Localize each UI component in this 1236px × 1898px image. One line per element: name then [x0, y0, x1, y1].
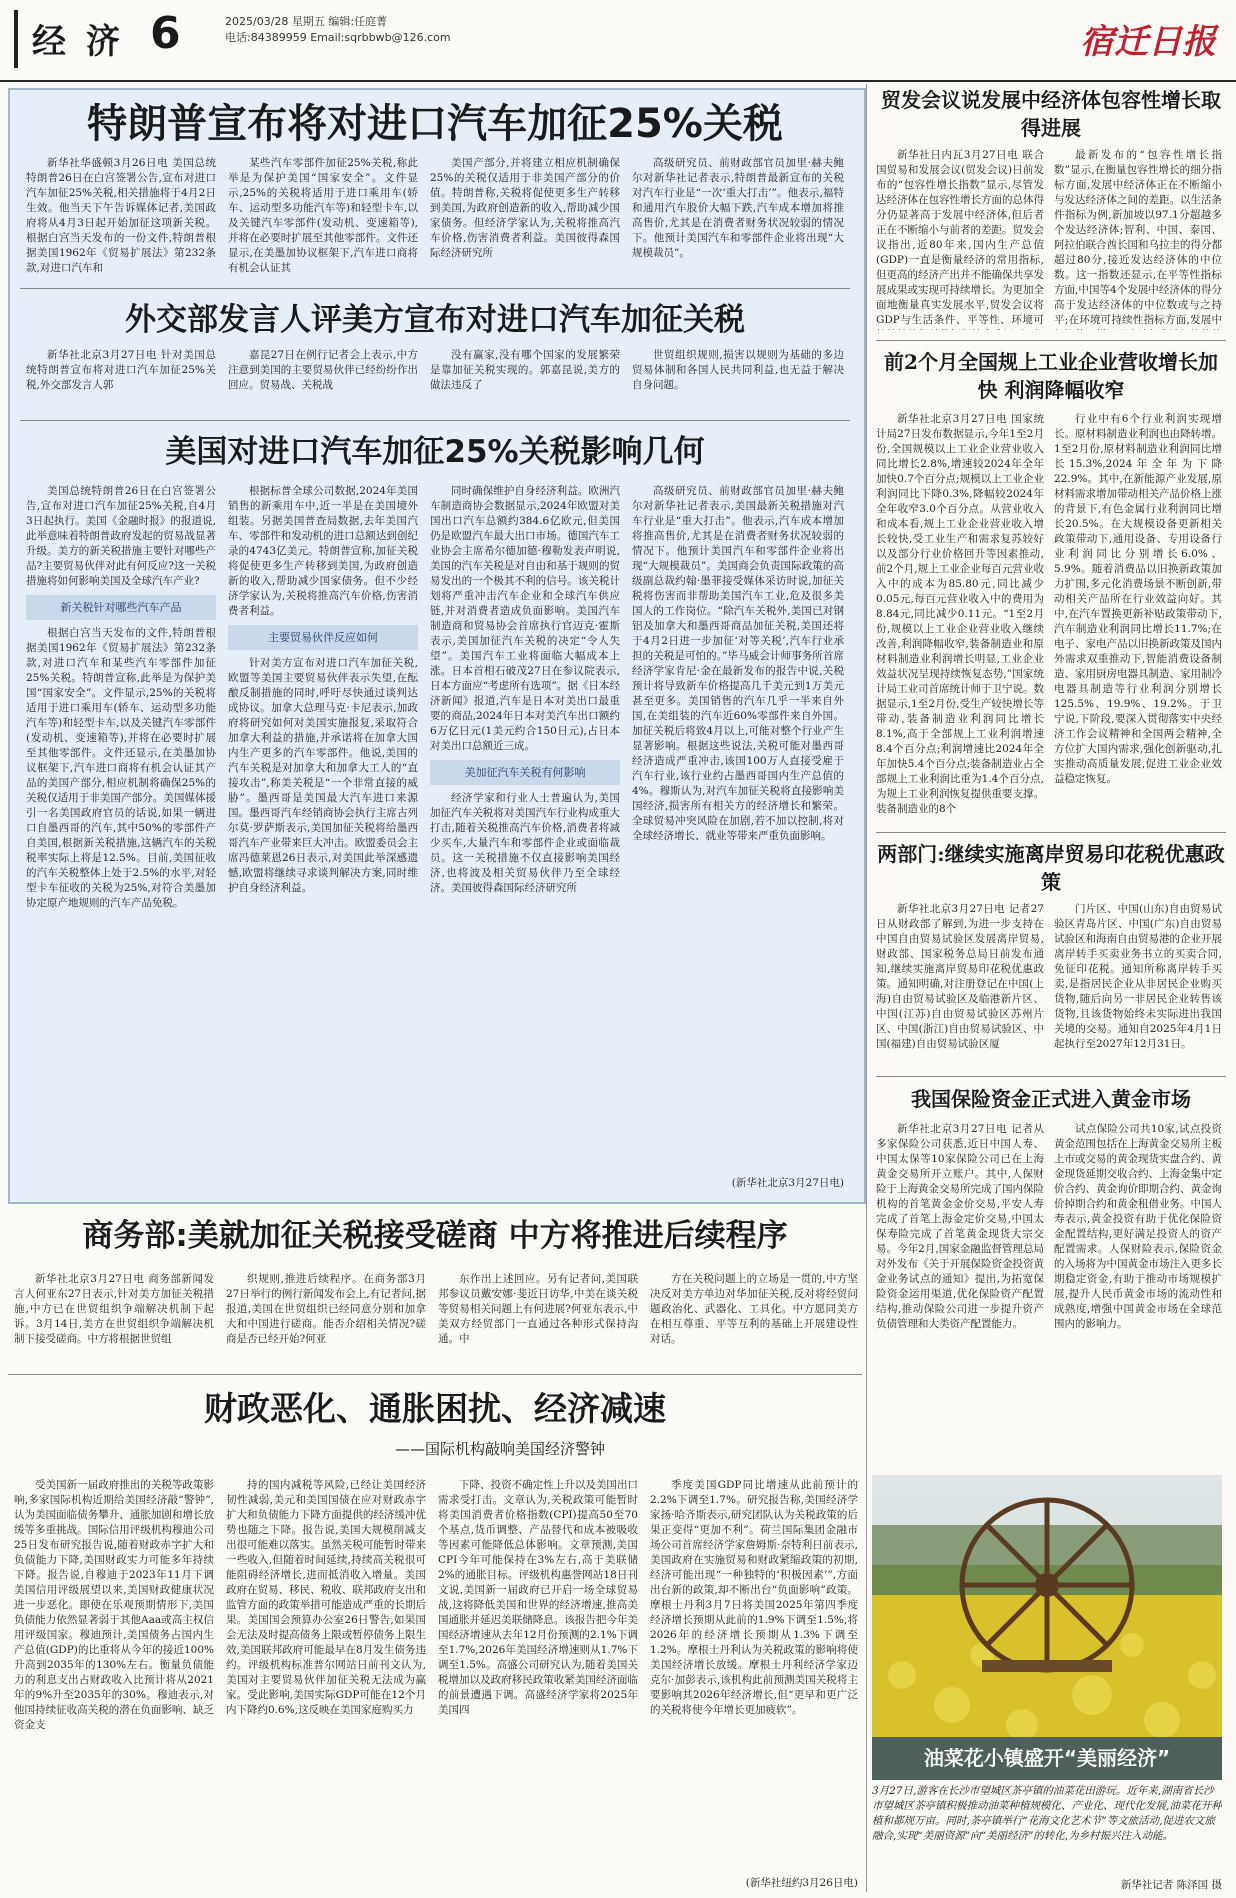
paragraph: 门片区、中国(山东)自由贸易试验区青岛片区、中国(广东)自由贸易试验区和海南自由贸易港的企业开展离岸转手买卖业务书立的买卖合同,免征印花税。通知所称离岸转手买卖,是指居民企业从非居民企业购买货物,随后向另一非居民企业转售该货物,且该货物始终未实际进出我国关境的交易。通知自2025年4月1日起执行至2027年12月31日。 — [1054, 903, 1222, 1050]
section-name: 经 济 — [32, 22, 124, 62]
article-text — [226, 1478, 426, 1890]
article-title: 特朗普宣布将对进口汽车加征25%关税 — [87, 101, 783, 147]
article-text — [228, 484, 418, 1190]
newspaper-logo: 宿迁日报 — [1080, 22, 1216, 62]
paragraph: 新华社北京3月27日电 商务部新闻发言人何亚东27日表示,针对美方加征关税措施,中方已在世贸组织争端解决机制下起诉。3月14日,美方在世贸组织争端解决机制下接受磋商。中方将根据世贸组 — [14, 1273, 214, 1345]
photo-title: 油菜花小镇盛开“美丽经济” — [923, 1746, 1171, 1770]
paragraph: 季度美国GDP同比增速从此前预计的2.2%下调至1.7%。研究报告称,美国经济学家扬·哈齐斯表示,研究团队认为关税政策的后果正变得“更加不利”。荷兰国际集团金融市场公司首席经济学家詹姆斯·奈特利日前表示,美国政府在实施贸易和财政紧缩政策的初期,经济可能出现“一种独特的‘积极因素’”,方面出台新的政策,却不断出台“负面影响”政策。摩根士丹利3月7日将美国2025年第四季度经济增长预期从此前的1.9%下调至1.5%,将2026年的经济增长预期从1.3%下调至1.2%。摩根士丹利认为关税政策的影响将使美国经济增长放缓。摩根士丹利经济学家迈克尔·加彭表示,该机构此前预测美国关税将主要影响其2026年经济增长,但“更早和更广泛的关税将使今年增长更加疲软”。 — [650, 1479, 858, 1716]
paragraph: 经济学家和行业人士普遍认为,美国加征汽车关税将对美国汽车行业构成重大打击,随着关税推高汽车价格,消费者将减少买车,大量汽车和零部件企业或面临裁员。这一关税措施不仅直接影响美国经济,也将波及相关贸易伙伴乃至全球经济。美国彼得森国际经济研究所 — [430, 792, 620, 894]
article-text — [226, 1272, 426, 1364]
paragraph: 织规则,推进后续程序。在商务部3月27日举行的例行新闻发布会上,有记者问,据报道,美国在世贸组织已经同意分别和加拿大和中国进行磋商。能否介绍相关情况?磋商是否已经开始?何亚 — [226, 1273, 426, 1345]
paragraph: 新华社北京3月27日电 记者从多家保险公司获悉,近日中国人寿、中国太保等10家保险公司已在上海黄金交易所开立账户。其中,人保财险于上海黄金交易所完成了国内保险机构的首笔黄金金价交易,平安人寿完成了首笔上海金定价交易,中国太保寿险完成了首笔黄金现货大宗交易。今年2月,国家金融监督管理总局对外发布《关于开展保险资金投资黄金业务试点的通知》提出,为拓宽保险资金运用渠道,优化保险资产配置结构,推动保险公司进一步提升资产负债管理和大类资产配置能力。 — [876, 1123, 1044, 1330]
rapeseed-photo — [872, 1475, 1222, 1780]
divider — [876, 1076, 1226, 1077]
article-text — [26, 156, 216, 278]
divider — [8, 1374, 862, 1375]
subheading: 新关税针对哪些汽车产品 — [26, 595, 216, 620]
divider — [876, 832, 1226, 833]
paragraph: 新华社日内瓦3月27日电 联合国贸易和发展会议(贸发会议)日前发布的“包容性增长指数”显示,尽管发达经济体在包容性增长方面的总体得分仍显著高于发展中经济体,但后者正在不断缩小与前者的差距。贸发会议指出,近80年来,国内生产总值(GDP)一直是衡量经济的常用指标,但更高的经济产出并不能确保共享发展成果或实现可持续增长。为更加全面地衡量真实发展水平,贸发会议将GDP与生活条件、平等性、环境可 — [876, 149, 1044, 326]
article-text — [632, 156, 844, 278]
article-text — [876, 1122, 1044, 1460]
paragraph: 某些汽车零部件加征25%关税,称此举是为保护美国“国家安全”。文件显示,25%的关税将适用于进口乘用车(轿车、运动型多功能汽车等)和轻型卡车,以及关键汽车零部件(发动机、变速箱等),并将在必要时扩展至其他零部件。文件还显示,在美墨加协议框架下,汽车进口商将有机会认证其 — [228, 157, 418, 274]
article-text — [1054, 1122, 1222, 1460]
article-text — [26, 484, 216, 1190]
paragraph: 试点保险公司共10家,试点投资黄金范围包括在上海黄金交易所主板上市或交易的黄金现货实盘合约、黄金现货延期交收合约、上海金集中定价合约、黄金询价即期合约、黄金询价掉期合约和黄金租借业务。中国人寿表示,黄金投资有助于优化保险资金配置结构,更好满足投资人的资产配置需求。人保财险表示,保险资金的入场将为中国黄金市场注入更多长期稳定资金,有助于推动市场规模扩展,提升人民币黄金市场的流动性和成熟度,增强中国黄金市场在全球范围内的影响力。 — [1054, 1123, 1222, 1330]
article-text — [632, 484, 844, 1174]
header-bar — [14, 10, 18, 68]
subheading: 主要贸易伙伴反应如何 — [228, 625, 418, 650]
header-email: Email:sqrbbwb@126.com — [310, 31, 451, 44]
paragraph: 根据标普全球公司数据,2024年美国销售的新乘用车中,近一半是在美国境外组装。另据美国普查局数据,去年美国汽车、零部件和发动机的进口总额达到创纪录的4743亿美元。特朗普宣称,加征关税将促使更多生产转移到美国,为政府创造新的收入,帮助减少国家债务。但不少经济学家认为,关税将推高汽车价格,伤害消费者利益。 — [228, 485, 418, 617]
paragraph: 美国总统特朗普26日在白宫签署公告,宣布对进口汽车加征25%关税,自4月3日起执行。美国《金融时报》的报道说,此举意味着特朗普政府发起的贸易战显著升级。美方的新关税措施主要针对哪些产品?主要贸易伙伴对此有何反应?这一关税措施将如何影响美国及全球汽车产业? — [26, 485, 216, 587]
article-text — [1054, 412, 1222, 822]
paragraph: 高级研究员、前财政部官员加里·赫夫鲍尔对新华社记者表示,特朗普最新宣布的关税对汽车行业是“一次‘重大打击’”。他表示,福特和通用汽车股价大幅下跌,汽车成本增加将推高售价,尤其是在消费者财务状况较弱的情况下。他预计美国汽车和零部件企业将出现“大规模裁员”。 — [632, 157, 844, 259]
paragraph: 受美国新一届政府推出的关税等政策影响,多家国际机构近期给美国经济敲“警钟”,认为美国面临债务攀升、通胀加剧和增长放缓等多重挑战。国际信用评级机构穆迪公司25日发布研究报告说,随着财政赤字扩大和负债能力下降,美国财政实力可能多年持续下降。报告说,自穆迪于2023年11月下调美国信用评级展望以来,美国财政健康状况进一步恶化。即使在乐观预期情形下,美国负债能力依然显著弱于其他Aaa或高主权信用评级国家。穆迪预计,美国债务占国内生产总值(GDP)的比重将从今年的接近100%升高到2035年的130%左右。衡量负债能力的利息支出占财政收入比预计将从2021年的9%升至2035年的30%。穆迪表示,对他国持续征收高关税的潜在负面影响、缺乏资金支 — [14, 1479, 214, 1731]
article-text — [1054, 902, 1222, 1068]
page-header — [0, 0, 1236, 82]
photo-caption: 3月27日,游客在长沙市望城区茶亭镇的油菜花田游玩。近年来,湖南省长沙市望城区茶亭镇积极推动油菜种植规模化、产业化、现代化发展,油菜花开种植和都规万亩。同时,茶亭镇举行“花海文化艺术节”等文旅活动,促进农文旅融合,实现“美丽资源”向“美丽经济”的转化,为乡村振兴注入动能。 — [872, 1785, 1222, 1842]
paragraph: 根据白宫当天发布的文件,特朗普根据美国1962年《贸易扩展法》第232条款,对进口汽车和某些汽车零部件加征25%关税。特朗普宣称,此举是为保护美国“国家安全”。文件显示,25%的关税将适用于进口乘用车(轿车、运动型多功能汽车等)和轻型卡车,以及关键汽车零部件(发动机、变速箱等),并将在必要时扩展至其他零部件。文件还显示,在美墨加协议框架下,汽车进口商将有机会认证其产品的美国产部分,相应机制将确保25%的关税仅适用于非美国产部分。美国媒体援引一名美国政府官员的话说,如果一辆进口自墨西哥的汽车,其中50%的零部件产自美国,根据新关税措施,这辆汽车的关税税率实际上将是12.5%。目前,美国征收的汽车关税整体上处于2.5%的水平,对轻型卡车征收的关税为25%,对符合美墨加协定原产地规则的汽车产品免税。 — [26, 627, 216, 909]
article-title: 我国保险资金正式进入黄金市场 — [911, 1087, 1191, 1111]
article-text — [228, 348, 418, 410]
article-subtitle: ——国际机构敲响美国经济警钟 — [394, 1440, 605, 1458]
article-text — [438, 1272, 638, 1364]
header-phone: 电话:84389959 — [225, 31, 307, 44]
article-title: 前2个月全国规上工业企业营收增长加快 利润降幅收窄 — [884, 350, 1218, 402]
byline: (新华社北京3月27日电) — [731, 1177, 844, 1189]
article-title: 美国对进口汽车加征25%关税影响几何 — [165, 434, 705, 470]
paragraph: 下降、投资不确定性上升以及美国出口需求受打击。文章认为,关税政策可能暂时将美国消费者价格指数(CPI)提高50至70个基点,货币调整、产品替代和成本被吸收等因素可能降低总体影响。文章预测,美国CPI今年可能保持在3%左右,高于美联储2%的通胀目标。评级机构惠誉网站18日刊文说,美国新一届政府已开启一场全球贸易战,这将降低美国和世界的经济增速,推高美国通胀并延迟美联储降息。该报告把今年美国经济增速从去年12月份预测的2.1%下调至1.7%,2026年美国经济增速则从1.7%下调至1.5%。高盛公司研究认为,随着美国关税增加以及政府移民政策收紧美国经济面临的前景遭遇下调。高盛经济学家将2025年美国四 — [438, 1479, 638, 1716]
article-text — [14, 1272, 214, 1364]
subheading: 美加征汽车关税有何影响 — [430, 760, 620, 785]
paragraph: 持的国内减税等风险,已经让美国经济韧性减弱,美元和美国国债在应对财政赤字扩大和负债能力下降方面提供的经济缓冲优势也随之下降。报告说,美国大规模削减支出很可能难以落实。虽然关税可能暂时带来一些收入,但随着时间延续,持续高关税很可能阻碍经济增长,进而抵消收入增量。美国政府在贸易、移民、税收、联邦政府支出和监管方面的政策举措可能造成严重的长期后果。美国国会预算办公室26日警告,如果国会无法及时提高债务上限或暂停债务上限生效,美国联邦政府可能最早在8月发生债务违约。评级机构标准普尔网站日前刊文认为,美国对主要贸易伙伴加征关税无法成为赢家。受此影响,美国实际GDP可能在12个月内下降约0.6%,这反映在美国家庭购买力 — [226, 1479, 426, 1716]
article-text — [26, 348, 216, 410]
header-date: 2025/03/28 星期五 — [225, 15, 325, 28]
article-title: 两部门:继续实施离岸贸易印花税优惠政策 — [877, 842, 1225, 894]
paragraph: 新华社北京3月27日电 国家统计局27日发布数据显示,今年1至2月份,全国规模以上工业企业营业收入同比增长2.8%,增速较2024年全年加快0.7个百分点;规模以上工业企业利润同比下降0.3%,降幅较2024年全年收窄3.0个百分点。从营业收入和成本看,规上工业企业营业收入增长较快,受工业生产和需求复苏较好以及部分行业价格回升等因素推动,前2个月,规上工业企业每百元营业收入中的成本为85.80元,同比减少0.05元,每百元营业收入中的费用为8.84元,同比减少0.11元。“1至2月份,规模以上工业企业营业收入继续改善,利润降幅收窄,装备制造业和原材料制造业利润增长明显,工业企业效益状况呈现持续恢复态势,”国家统计局工业司首席统计师于卫宁说。数据显示,1至2月份,受生产较快增长等带动,装备制造业利润同比增长8.1%,高于全部规上工业利润增速8.4个百分点;利润增速比2024年全年加快5.4个百分点;装备制造业占全部规上工业利润比重为1.4个百分点,为规上工业利润恢复提供重要支撑。装备制造业的8个 — [876, 413, 1044, 815]
article-title: 财政恶化、通胀困扰、经济减速 — [204, 1389, 666, 1428]
paragraph: 最新发布的“包容性增长指数”显示,在衡量包容性增长的细分指标方面,发展中经济体正在不断缩小与发达经济体之间的差距。以生活条件指标为例,新加坡以97.1分超越多个发达经济体;智利、中国、泰国、阿拉伯联合酋长国和乌拉圭的得分都超过80分,接近发达经济体的中位数。这一指数还显示,在平等性指标方面,中国等4个发展中经济体的得分高于发达经济体的中位数或与之持平;在环境可持续性指标方面,发展中 — [1054, 149, 1222, 326]
article-text — [1054, 148, 1222, 330]
page-number: 6 — [150, 8, 181, 59]
paragraph: 美国产部分,并将建立相应机制确保25%的关税仅适用于非美国产部分的价值。特朗普称,关税将促使更多生产转移到美国,为政府创造新的收入,帮助减少国家债务。但经济学家认为,关税将推高汽车价格,伤害消费者利益。美国彼得森国际经济研究所 — [430, 157, 620, 259]
paragraph: 嘉昆27日在例行记者会上表示,中方注意到美国的主要贸易伙伴已经纷纷作出回应。贸易战、关税战 — [228, 349, 418, 391]
byline: (新华社纽约3月26日电) — [745, 1877, 858, 1889]
article-text — [650, 1272, 858, 1364]
photo-illustration — [872, 1475, 1222, 1780]
article-title: 外交部发言人评美方宣布对进口汽车加征关税 — [125, 302, 745, 338]
column-divider — [866, 84, 867, 1892]
article-text — [430, 156, 620, 278]
divider — [20, 288, 850, 289]
article-text — [438, 1478, 638, 1890]
paragraph: 没有赢家,没有哪个国家的发展繁荣是靠加征关税实现的。郭嘉昆说,美方的做法违反了 — [430, 349, 620, 391]
article-text — [876, 412, 1044, 822]
paragraph: 同时确保维护自身经济利益。欧洲汽车制造商协会数据显示,2024年欧盟对美国出口汽车总额约384.6亿欧元,但美国仍是欧盟汽车最大出口市场。德国汽车工业协会主席希尔德加德·穆勒发表声明说,美国的汽车关税是对自由和基于规则的贸易发出的一个极其不利的信号。该关税计划将严重冲击汽车企业和全球汽车供应链,并对消费者造成负面影响。美国汽车制造商和贸易协会首席执行官迈克·霍斯表示,美国加征汽车关税的决定“令人失望”。美国汽车工业将面临大幅成本上涨。日本首相石破茂27日在参议院表示,日本方面应“考虑所有选项”。据《日本经济新闻》报道,汽车是日本对美出口最重要的商品,2024年日本对美汽车出口额约6万亿日元(1美元约合150日元),占日本对美出口总额近三成。 — [430, 485, 620, 752]
article-text — [632, 348, 844, 410]
article-title: 贸发会议说发展中经济体包容性增长取得进展 — [881, 88, 1221, 140]
article-text — [876, 148, 1044, 330]
divider — [876, 340, 1226, 341]
header-meta — [225, 14, 451, 46]
paragraph: 高级研究员、前财政部官员加里·赫夫鲍尔对新华社记者表示,美国最新关税措施对汽车行业是“重大打击”。他表示,汽车成本增加将推高售价,尤其是在消费者财务状况较弱的情况下。他预计美国汽车和零部件企业将出现“大规模裁员”。美国商会负责国际政策的高级副总裁约翰·墨菲接受媒体采访时说,加征关税将伤害而非帮助美国汽车工业,危及很多美国人的工作岗位。“除汽车关税外,美国已对钢铝及加拿大和墨西哥商品加征关税,美国还将于4月2日进一步加征‘对等关税’,汽车行业承担的关税是可怕的。”毕马威会计师事务所首席经济学家肯尼·金在最新发布的报告中说,关税预计将导致新车价格提高几千美元到1万美元甚至更多。美国销售的汽车几乎一半来自外国,在美组装的汽车近60%零部件来自外国。加征关税后将致4月以上,可能对整个行业产生显著影响。根据这些说法,关税可能对墨西哥经济造成严重冲击,该国100万人直接受雇于汽车行业,该行业约占墨西哥国内生产总值的4%。穆斯认为,对汽车加征关税将直接影响美国经济,损害所有相关方的经济增长和繁荣。全球贸易冲突风险在加剧,若不加以控制,将对全球经济增长、就业等带来严重负面影响。 — [632, 485, 844, 842]
paragraph: 新华社北京3月27日电 针对美国总统特朗普宣布将对进口汽车加征25%关税,外交部发言人郭 — [26, 349, 216, 391]
paragraph: 新华社华盛顿3月26日电 美国总统特朗普26日在白宫签署公告,宣布对进口汽车加征25%关税,相关措施将于4月2日生效。他当天下午告诉媒体记者,美国政府将从4月3日起开始加征这项新关税。根据白宫当天发布的一份文件,特朗普根据美国1962年《贸易扩展法》第232条款,对进口汽车和 — [26, 157, 216, 274]
photo-credit: 新华社记者 陈泽国 摄 — [1120, 1879, 1222, 1891]
paragraph: 世贸组织规则,损害以规则为基础的多边贸易体制和各国人民共同利益,也无益于解决自身问题。 — [632, 349, 844, 391]
paragraph: 方在关税问题上的立场是一贯的,中方坚决反对美方单边对华加征关税,反对将经贸问题政治化、武器化、工具化。中方愿同美方在相互尊重、平等互利的基础上开展建设性对话。 — [650, 1273, 858, 1345]
article-text — [14, 1478, 214, 1890]
article-text — [430, 348, 620, 410]
paragraph: 行业中有6个行业利润实现增长。原材料制造业利润也由降转增。1至2月份,原材料制造业利润同比增长15.3%,2024年全年为下降22.9%。其中,在新能源产业发展,原材料需求增加带动相关产品价格上涨的背景下,有色金属行业利润同比增长20.5%。在大规模设备更新相关政策带动下,通用设备、专用设备行业利润同比分别增长6.0%、5.9%。随着消费品以旧换新政策加力扩围,多元化消费场景不断创新,带动相关产品所在行业效益向好。其中,在汽车置换更新补贴政策带动下,汽车制造业利润同比增长11.7%;在电子、家电产品以旧换新政策及国内外需求双重推动下,智能消费设备制造、家用厨房电器具制造、家用制冷电器具制造等行业利润分别增长125.5%、19.9%、19.2%。于卫宁说,下阶段,要深入贯彻落实中央经济工作会议精神和全国两会精神,全方位扩大国内需求,强化创新驱动,扎实推动高质量发展,促进工业企业效益稳定恢复。 — [1054, 413, 1222, 785]
article-title: 商务部:美就加征关税接受磋商 中方将推进后续程序 — [82, 1218, 788, 1254]
paragraph: 针对美方宣布对进口汽车加征关税,欧盟等美国主要贸易伙伴表示失望,在酝酿反制措施的同时,呼吁尽快通过谈判达成协议。加拿大总理马克·卡尼表示,加政府将研究如何对美国实施报复,采取符合加拿大利益的措施,并承诺将在加拿大国内生产更多的汽车零部件。他说,美国的汽车关税是对加拿大和加拿大工人的“直接攻击”,称美关税是“一个非常直接的威胁”。墨西哥是美国最大汽车进口来源国。墨西哥汽车经销商协会执行主席古列尔莫·罗萨斯表示,美国加征关税将给墨西哥汽车产业带来巨大冲击。欧盟委员会主席冯德莱恩26日表示,对美国此举深感遗憾,欧盟将继续寻求谈判解决方案,同时维护自身经济利益。 — [228, 657, 418, 894]
header-editor: 编辑:任庭菁 — [328, 15, 388, 28]
article-text — [228, 156, 418, 278]
article-text — [430, 484, 620, 1190]
article-text — [650, 1478, 858, 1874]
article-text — [876, 902, 1044, 1068]
paragraph: 东作出上述回应。另有记者问,美国联邦参议员戴安娜·斐近日访华,中美在谈关税等贸易相关问题上有何进展?何亚东表示,中美双方经贸部门一直通过各种形式保持沟通。中 — [438, 1273, 638, 1345]
divider — [20, 420, 850, 421]
paragraph: 新华社北京3月27日电 记者27日从财政部了解到,为进一步支持在中国自由贸易试验区发展离岸贸易,财政部、国家税务总局日前发布通知,继续实施离岸贸易印花税优惠政策。通知明确,对注册登记在中国(上海)自由贸易试验区及临港新片区、中国(江苏)自由贸易试验区苏州片区、中国(浙江)自由贸易试验区、中国(福建)自由贸易试验区厦 — [876, 903, 1044, 1050]
